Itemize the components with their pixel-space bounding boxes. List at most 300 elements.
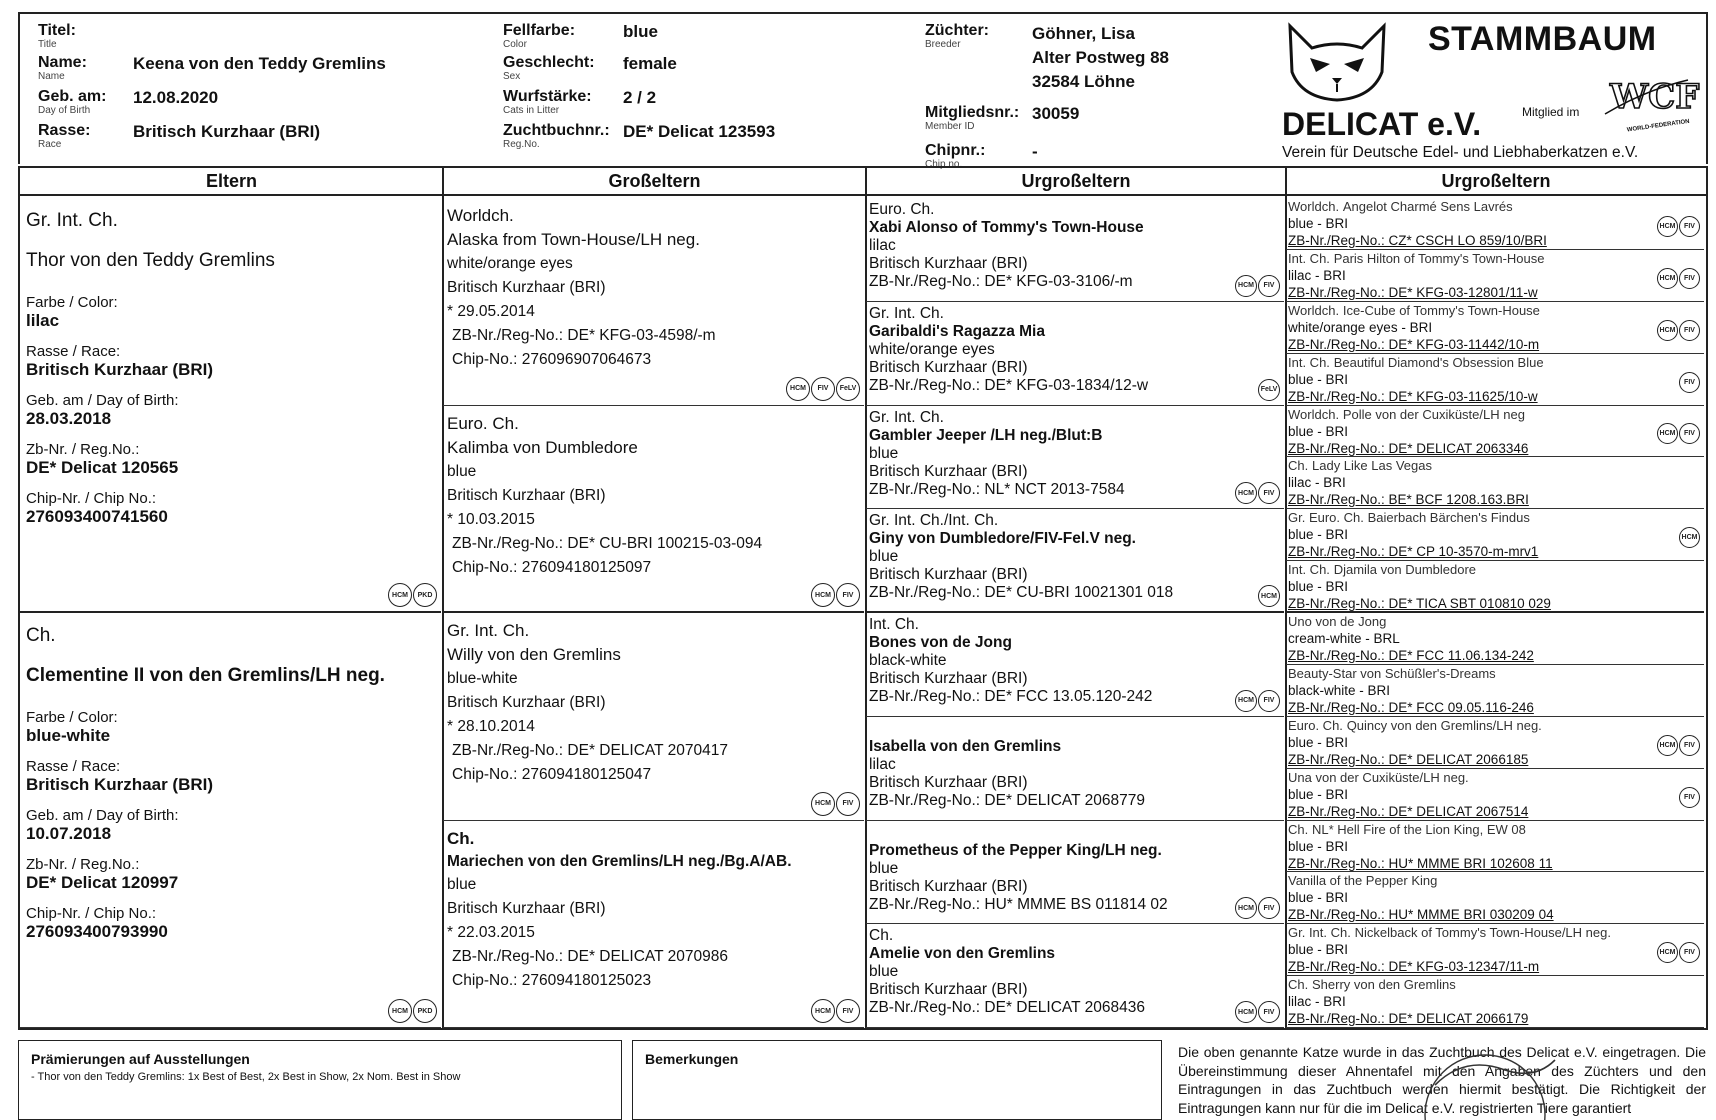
great-greatgrandparent-cell [1286, 976, 1704, 1028]
fiv-test-icon: FIV [1679, 423, 1700, 444]
hcm-test-icon: HCM [811, 583, 835, 607]
grandparent-title: Euro. Ch. [447, 413, 519, 433]
test-stamps [388, 999, 437, 1023]
praemierungen-text: - Thor von den Teddy Gremlins: 1x Best of Best, 2x Best in Show, 2x Nom. Best in Show [31, 1071, 461, 1083]
zuechter-address [1032, 22, 1169, 94]
ggg-title-name-row [1288, 613, 1702, 630]
greatgrandparent-race: Britisch Kurzhaar (BRI) [869, 566, 1028, 584]
column-header-2: Urgroßeltern [866, 168, 1286, 196]
ggg-title: Worldch. [1288, 199, 1340, 214]
pkd-test-icon: PKD [413, 999, 437, 1023]
parent-name: Clementine II von den Gremlins/LH neg. [26, 665, 385, 686]
grandparent-race: Britisch Kurzhaar (BRI) [447, 279, 606, 296]
parent-birth-label: Geb. am / Day of Birth: [26, 392, 179, 409]
greatgrandparent-title: Gr. Int. Ch. [869, 408, 944, 426]
parent-reg-value: DE* Delicat 120565 [26, 458, 179, 477]
chip-value: - [1032, 142, 1038, 161]
ggg-name: Nickelback of Tommy's Town-House/LH neg. [1354, 925, 1611, 941]
parent-title: Gr. Int. Ch. [26, 210, 118, 231]
greatgrandparent-color: blue [869, 444, 899, 462]
name-value: Keena von den Teddy Gremlins [133, 54, 386, 73]
hcm-test-icon: HCM [1235, 897, 1257, 919]
felv-test-icon: FeLV [1258, 379, 1280, 401]
hcm-test-icon: HCM [1657, 423, 1678, 444]
hcm-test-icon: HCM [1235, 690, 1257, 712]
greatgrandparent-reg: ZB-Nr./Reg-No.: DE* DELICAT 2068779 [869, 791, 1145, 809]
ggg-color: blue - BRI [1288, 371, 1349, 387]
zuechter-sub: Breeder [925, 39, 961, 50]
grandparent-color: blue [447, 875, 477, 893]
parent-cell [20, 198, 441, 613]
greatgrandparent-color: lilac [869, 237, 896, 254]
wurf-sub: Cats in Litter [503, 105, 560, 116]
great-greatgrandparent-cell [1286, 665, 1704, 717]
ggg-name: Lady Like Las Vegas [1312, 458, 1432, 474]
greatgrandparent-title: Int. Ch. [869, 616, 919, 633]
grandparent-birth: * 29.05.2014 [447, 303, 535, 320]
grandparent-chip: Chip-No.: 276094180125047 [452, 766, 652, 783]
parent-cell [20, 613, 441, 1028]
greatgrandparent-race: Britisch Kurzhaar (BRI) [869, 358, 1028, 376]
greatgrandparent-title-spacer [869, 720, 1281, 738]
ggg-title: Int. Ch. [1288, 562, 1330, 578]
ggg-title: Int. Ch. [1288, 354, 1330, 370]
grandparent-cell [443, 406, 864, 614]
greatgrandparent-race: Britisch Kurzhaar (BRI) [869, 462, 1028, 480]
ggg-reg: ZB-Nr./Reg-No.: DE* DELICAT 2063346 [1288, 440, 1529, 456]
greatgrandparent-race: Britisch Kurzhaar (BRI) [869, 773, 1028, 791]
ggg-name: Paris Hilton of Tommy's Town-House [1333, 250, 1545, 266]
geschlecht-sub: Sex [503, 71, 521, 82]
ggg-title: Int. Ch. [1288, 250, 1330, 266]
ggg-name: Sherry von den Gremlins [1312, 977, 1456, 993]
ggg-title-name-row [1288, 561, 1702, 578]
greatgrandparent-color: white/orange eyes [869, 340, 995, 358]
greatgrandparent-title-spacer [869, 824, 1281, 842]
ggg-title-name-row [1288, 457, 1702, 474]
ggg-reg: ZB-Nr./Reg-No.: CZ* CSCH LO 859/10/BRI [1288, 233, 1547, 248]
ggg-color: blue - BRI [1288, 838, 1349, 854]
hcm-test-icon: HCM [1657, 268, 1678, 289]
greatgrandparent-cell [866, 924, 1284, 1028]
grandparent-birth: * 10.03.2015 [447, 510, 535, 528]
fiv-test-icon: FIV [1679, 787, 1700, 808]
grandparent-title: Gr. Int. Ch. [447, 621, 530, 640]
ggg-name: Polle von der Cuxiküste/LH neg [1342, 406, 1525, 422]
ggg-name: Ice-Cube of Tommy's Town-House [1342, 302, 1540, 318]
test-stamps [1679, 787, 1700, 808]
greatgrandparent-cell [866, 821, 1284, 925]
grandparent-cell [443, 821, 864, 1029]
ggg-title-name-row [1288, 302, 1702, 319]
fiv-test-icon: FIV [1679, 268, 1700, 289]
ggg-color: cream-white - BRL [1288, 631, 1400, 646]
test-stamps [1235, 1001, 1280, 1023]
grandparent-race: Britisch Kurzhaar (BRI) [447, 694, 606, 711]
test-stamps [1657, 942, 1700, 963]
hcm-test-icon: HCM [388, 583, 412, 607]
praemierungen-title: Prämierungen auf Ausstellungen [31, 1051, 250, 1067]
confirmation-statement: Die oben genannte Katze wurde in das Zuchtbuch des Delicat e.V. eingetragen. Die Übereinstimmung dieser Ahnentafel mit den Angaben des Züchters und den Eintragungen in das Zuchtbuch werden hiermit bestätigt. Die Richtigkeit der Eintragungen kann nur für die im Delicat e.V. registrierten Tiere garantiert [1178, 1044, 1706, 1116]
parent-title: Ch. [26, 625, 56, 646]
greatgrandparent-reg: ZB-Nr./Reg-No.: DE* KFG-03-1834/12-w [869, 376, 1149, 394]
grandparent-chip: Chip-No.: 276096907064673 [452, 351, 652, 368]
grandparent-name: Mariechen von den Gremlins/LH neg./Bg.A/AB. [447, 852, 792, 870]
fiv-test-icon: FIV [1258, 482, 1280, 504]
fellfarbe-label: Fellfarbe: [503, 22, 576, 39]
name-sub: Name [38, 71, 65, 82]
hcm-test-icon: HCM [1235, 275, 1257, 297]
parent-reg-label: Zb-Nr. / Reg.No.: [26, 856, 140, 873]
ggg-color: lilac - BRI [1288, 475, 1346, 491]
zuechter-line1: Göhner, Lisa [1032, 24, 1135, 43]
ggg-title-name-row [1288, 821, 1702, 838]
titel-sub: Title [38, 39, 57, 50]
fiv-test-icon: FIV [1679, 735, 1700, 756]
great-greatgrandparent-cell [1286, 821, 1704, 873]
stammbaum-title: STAMMBAUM [1428, 20, 1657, 58]
column-header-1: Großeltern [443, 168, 866, 196]
parent-chip-label: Chip-Nr. / Chip No.: [26, 490, 157, 507]
greatgrandparent-color: lilac [869, 755, 896, 773]
grandparent-reg: ZB-Nr./Reg-No.: DE* CU-BRI 100215-03-094 [452, 534, 763, 552]
ggg-name: Djamila von Dumbledore [1333, 562, 1477, 578]
parent-birth-value: 28.03.2018 [26, 409, 112, 428]
fiv-test-icon: FIV [1679, 320, 1700, 341]
mitglied-value: 30059 [1032, 104, 1080, 123]
grandparent-color: blue-white [447, 670, 518, 687]
ggg-name: Angelot Charmé Sens Lavrés [1342, 199, 1513, 214]
greatgrandparent-race: Britisch Kurzhaar (BRI) [869, 981, 1028, 999]
fiv-test-icon: FIV [811, 377, 835, 401]
hcm-test-icon: HCM [1235, 1001, 1257, 1023]
ggg-reg: ZB-Nr./Reg-No.: DE* FCC 09.05.116-246 [1288, 699, 1534, 715]
grandparent-race: Britisch Kurzhaar (BRI) [447, 486, 606, 504]
ggg-title: Worldch. [1288, 302, 1340, 318]
fiv-test-icon: FIV [1679, 372, 1700, 393]
hcm-test-icon: HCM [1679, 527, 1700, 548]
greatgrandparent-reg: ZB-Nr./Reg-No.: DE* CU-BRI 10021301 018 [869, 584, 1174, 602]
great-greatgrandparent-cell [1286, 717, 1704, 769]
ggg-title: Ch. [1288, 821, 1309, 837]
hcm-test-icon: HCM [1657, 320, 1678, 341]
parent-reg-label: Zb-Nr. / Reg.No.: [26, 441, 140, 458]
ggg-reg: ZB-Nr./Reg-No.: DE* DELICAT 2067514 [1288, 803, 1529, 819]
grandparent-chip: Chip-No.: 276094180125097 [452, 558, 652, 576]
fellfarbe-value: blue [623, 22, 658, 41]
fiv-test-icon: FIV [1258, 275, 1280, 297]
test-stamps [1235, 897, 1280, 919]
great-greatgrandparent-cell [1286, 198, 1704, 250]
ggg-title: Gr. Int. Ch. [1288, 925, 1351, 941]
test-stamps [1657, 268, 1700, 289]
parent-race-value: Britisch Kurzhaar (BRI) [26, 360, 214, 379]
geschlecht-value: female [623, 54, 677, 73]
fiv-test-icon: FIV [836, 792, 860, 816]
fiv-test-icon: FIV [1679, 216, 1700, 237]
zuchtbuch-value: DE* Delicat 123593 [623, 122, 776, 141]
ggg-title-name-row [1288, 924, 1702, 941]
great-greatgrandparent-cell [1286, 250, 1704, 302]
ggg-color: lilac - BRI [1288, 994, 1346, 1010]
test-stamps [1235, 482, 1280, 504]
ggg-reg: ZB-Nr./Reg-No.: DE* KFG-03-11442/10-m [1288, 336, 1540, 352]
test-stamps [1258, 585, 1280, 607]
ggg-title-name-row [1288, 769, 1702, 786]
grandparent-color: white/orange eyes [447, 255, 573, 272]
great-greatgrandparent-cell [1286, 457, 1704, 509]
grandparent-cell [443, 198, 864, 406]
ggg-title-name-row [1288, 665, 1702, 682]
ggg-color: blue - BRI [1288, 786, 1349, 802]
ggg-name: Beauty-Star von Schüßler's-Dreams [1288, 665, 1496, 681]
ggg-name: Baierbach Bärchen's Findus [1367, 510, 1530, 526]
hcm-test-icon: HCM [1235, 482, 1257, 504]
test-stamps [1679, 527, 1700, 548]
greatgrandparent-color: black-white [869, 652, 947, 669]
ggg-name: Vanilla of the Pepper King [1288, 873, 1438, 889]
ggg-reg: ZB-Nr./Reg-No.: DE* KFG-03-11625/10-w [1288, 388, 1538, 404]
hcm-test-icon: HCM [388, 999, 412, 1023]
fiv-test-icon: FIV [836, 583, 860, 607]
wurf-label: Wurfstärke: [503, 88, 592, 105]
greatgrandparent-name: Giny von Dumbledore/FIV-Fel.V neg. [869, 530, 1136, 548]
greatgrandparent-name: Amelie von den Gremlins [869, 945, 1056, 963]
parent-color-value: lilac [26, 311, 60, 330]
mitglied-label: Mitgliedsnr.: [925, 104, 1020, 121]
greatgrandparent-title: Euro. Ch. [869, 201, 935, 218]
ggg-title-name-row [1288, 509, 1702, 526]
ggg-title-name-row [1288, 354, 1702, 371]
parent-race-label: Rasse / Race: [26, 758, 121, 775]
great-greatgrandparent-cell [1286, 769, 1704, 821]
ggg-name: NL* Hell Fire of the Lion King, EW 08 [1312, 821, 1526, 837]
great-greatgrandparent-cell [1286, 354, 1704, 406]
parent-chip-label: Chip-Nr. / Chip No.: [26, 905, 157, 922]
parent-race-value: Britisch Kurzhaar (BRI) [26, 775, 214, 794]
test-stamps [811, 583, 860, 607]
grandparent-name: Kalimba von Dumbledore [447, 437, 638, 457]
parent-reg-value: DE* Delicat 120997 [26, 873, 179, 892]
ggg-reg: ZB-Nr./Reg-No.: HU* MMME BRI 102608 11 [1288, 855, 1553, 871]
geb-value: 12.08.2020 [133, 88, 219, 107]
ggg-reg: ZB-Nr./Reg-No.: HU* MMME BRI 030209 04 [1288, 907, 1554, 923]
fiv-test-icon: FIV [1679, 942, 1700, 963]
zuchtbuch-label: Zuchtbuchnr.: [503, 122, 610, 139]
grandparent-title: Worldch. [447, 206, 514, 225]
hcm-test-icon: HCM [1657, 735, 1678, 756]
geschlecht-label: Geschlecht: [503, 54, 595, 71]
parent-chip-value: 276093400793990 [26, 922, 168, 941]
grandparent-birth: * 28.10.2014 [447, 718, 535, 735]
test-stamps [1258, 379, 1280, 401]
greatgrandparent-title: Gr. Int. Ch./Int. Ch. [869, 512, 999, 530]
pkd-test-icon: PKD [413, 583, 437, 607]
greatgrandparent-color: blue [869, 859, 899, 877]
zuechter-label: Züchter: [925, 22, 989, 39]
ggg-title-name-row [1288, 976, 1702, 993]
rasse-sub: Race [38, 139, 62, 150]
grandparent-name: Willy von den Gremlins [447, 645, 621, 664]
great-greatgrandparent-cell [1286, 509, 1704, 561]
grandparent-cell [443, 613, 864, 821]
test-stamps [1657, 423, 1700, 444]
zuechter-line3: 32584 Löhne [1032, 72, 1135, 91]
parent-birth-label: Geb. am / Day of Birth: [26, 807, 179, 824]
wcf-logo [1600, 70, 1700, 134]
test-stamps [1657, 216, 1700, 237]
fiv-test-icon: FIV [1258, 897, 1280, 919]
test-stamps [1679, 372, 1700, 393]
ggg-title: Worldch. [1288, 406, 1340, 422]
ggg-title-name-row [1288, 872, 1702, 889]
ggg-reg: ZB-Nr./Reg-No.: DE* FCC 11.06.134-242 [1288, 648, 1534, 663]
ggg-name: Uno von de Jong [1288, 614, 1387, 629]
ggg-color: blue - BRI [1288, 527, 1349, 543]
column-header-3: Urgroßeltern [1286, 168, 1706, 196]
parent-color-value: blue-white [26, 726, 111, 745]
geb-sub: Day of Birth [38, 105, 91, 116]
ggg-color: blue - BRI [1288, 579, 1349, 595]
ggg-color: blue - BRI [1288, 942, 1349, 958]
test-stamps [811, 999, 860, 1023]
greatgrandparent-color: blue [869, 548, 899, 566]
svg-text:WCF: WCF [1610, 77, 1700, 117]
greatgrandparent-reg: ZB-Nr./Reg-No.: DE* KFG-03-3106/-m [869, 273, 1133, 290]
great-greatgrandparent-cell [1286, 613, 1704, 665]
pedigree-grid [18, 166, 1708, 1030]
ggg-title: Ch. [1288, 977, 1309, 993]
greatgrandparent-title: Gr. Int. Ch. [869, 304, 944, 322]
grandparent-race: Britisch Kurzhaar (BRI) [447, 899, 606, 917]
praemierungen-box [18, 1040, 622, 1120]
greatgrandparent-color: blue [869, 963, 899, 981]
ggg-title: Gr. Euro. Ch. [1288, 510, 1364, 526]
zuechter-line2: Alter Postweg 88 [1032, 48, 1169, 67]
ggg-name: Beautiful Diamond's Obsession Blue [1333, 354, 1544, 370]
greatgrandparent-cell [866, 406, 1284, 510]
greatgrandparent-race: Britisch Kurzhaar (BRI) [869, 255, 1028, 272]
greatgrandparent-cell [866, 302, 1284, 406]
test-stamps [1657, 735, 1700, 756]
fellfarbe-sub: Color [503, 39, 527, 50]
fiv-test-icon: FIV [836, 999, 860, 1023]
grandparent-title: Ch. [447, 828, 475, 848]
ggg-color: blue - BRI [1288, 734, 1349, 750]
greatgrandparent-cell [866, 198, 1284, 302]
mitglied-im-label: Mitglied im [1522, 105, 1580, 119]
parent-name: Thor von den Teddy Gremlins [26, 250, 275, 271]
cat-logo-icon [1282, 22, 1392, 104]
great-greatgrandparent-cell [1286, 924, 1704, 976]
test-stamps [786, 377, 860, 401]
greatgrandparent-cell [866, 613, 1284, 717]
parent-color-label: Farbe / Color: [26, 709, 118, 726]
parent-color-label: Farbe / Color: [26, 294, 118, 311]
test-stamps [811, 792, 860, 816]
parent-race-label: Rasse / Race: [26, 343, 121, 360]
test-stamps [1235, 690, 1280, 712]
great-greatgrandparent-cell [1286, 406, 1704, 458]
greatgrandparent-cell [866, 717, 1284, 821]
greatgrandparent-name: Gambler Jeeper /LH neg./Blut:B [869, 426, 1103, 444]
ggg-reg: ZB-Nr./Reg-No.: DE* DELICAT 2066179 [1288, 1011, 1529, 1027]
ggg-title-name-row [1288, 198, 1702, 215]
ggg-reg: ZB-Nr./Reg-No.: DE* DELICAT 2066185 [1288, 751, 1529, 767]
hcm-test-icon: HCM [1258, 585, 1280, 607]
hcm-test-icon: HCM [1657, 216, 1678, 237]
greatgrandparent-name: Prometheus of the Pepper King/LH neg. [869, 841, 1162, 859]
greatgrandparent-reg: ZB-Nr./Reg-No.: DE* FCC 13.05.120-242 [869, 688, 1153, 705]
ggg-color: blue - BRI [1288, 890, 1349, 906]
felv-test-icon: FeLV [836, 377, 860, 401]
hcm-test-icon: HCM [786, 377, 810, 401]
bemerkungen-box [632, 1040, 1162, 1120]
ggg-name: Quincy von den Gremlins/LH neg. [1346, 717, 1542, 733]
column-header-0: Eltern [20, 168, 443, 196]
bemerkungen-title: Bemerkungen [645, 1051, 739, 1067]
greatgrandparent-cell [866, 509, 1284, 613]
ggg-color: white/orange eyes - BRI [1288, 319, 1433, 335]
great-greatgrandparent-cell [1286, 561, 1704, 613]
delicat-logo-block [1282, 18, 1702, 164]
ggg-name: Una von der Cuxiküste/LH neg. [1288, 769, 1469, 785]
delicat-org-name: DELICAT e.V. [1282, 106, 1482, 142]
grandparent-birth: * 22.03.2015 [447, 923, 535, 941]
greatgrandparent-race: Britisch Kurzhaar (BRI) [869, 670, 1028, 687]
ggg-title-name-row [1288, 717, 1702, 734]
test-stamps [388, 583, 437, 607]
greatgrandparent-name: Garibaldi's Ragazza Mia [869, 322, 1045, 340]
grandparent-reg: ZB-Nr./Reg-No.: DE* KFG-03-4598/-m [452, 327, 716, 344]
ggg-title-name-row [1288, 406, 1702, 423]
ggg-reg: ZB-Nr./Reg-No.: DE* KFG-03-12801/11-w [1288, 284, 1538, 300]
rasse-value: Britisch Kurzhaar (BRI) [133, 122, 321, 141]
fiv-test-icon: FIV [1258, 1001, 1280, 1023]
parent-chip-value: 276093400741560 [26, 507, 168, 526]
ggg-title: Ch. [1288, 458, 1309, 474]
ggg-color: blue - BRI [1288, 423, 1349, 439]
test-stamps [1657, 320, 1700, 341]
ggg-reg: ZB-Nr./Reg-No.: DE* KFG-03-12347/11-m [1288, 959, 1540, 975]
ggg-reg: ZB-Nr./Reg-No.: DE* CP 10-3570-m-mrv1 [1288, 544, 1539, 560]
grandparent-reg: ZB-Nr./Reg-No.: DE* DELICAT 2070417 [452, 742, 728, 759]
greatgrandparent-reg: ZB-Nr./Reg-No.: NL* NCT 2013-7584 [869, 480, 1125, 498]
verein-text: Verein für Deutsche Edel- und Liebhaberkatzen e.V. [1282, 144, 1639, 161]
greatgrandparent-race: Britisch Kurzhaar (BRI) [869, 877, 1028, 895]
test-stamps [1235, 275, 1280, 297]
greatgrandparent-name: Bones von de Jong [869, 634, 1012, 651]
ggg-reg: ZB-Nr./Reg-No.: BE* BCF 1208.163.BRI [1288, 492, 1529, 508]
grandparent-color: blue [447, 462, 477, 480]
chip-label: Chipnr.: [925, 142, 986, 159]
chip-sub: Chip no. [925, 159, 963, 170]
wcf-globe-icon [1600, 70, 1700, 120]
titel-label: Titel: [38, 22, 76, 39]
fiv-test-icon: FIV [1258, 690, 1280, 712]
ggg-reg: ZB-Nr./Reg-No.: DE* TICA SBT 010810 029 [1288, 596, 1551, 612]
ggg-color: blue - BRI [1288, 216, 1349, 231]
mitglied-sub: Member ID [925, 121, 975, 132]
grandparent-chip: Chip-No.: 276094180125023 [452, 971, 652, 989]
ggg-title-name-row [1288, 250, 1702, 267]
wcf-text: WORLD-FEDERATION [1626, 118, 1690, 134]
rasse-label: Rasse: [38, 122, 91, 139]
official-stamp-icon [1395, 1045, 1575, 1120]
hcm-test-icon: HCM [1657, 942, 1678, 963]
greatgrandparent-reg: ZB-Nr./Reg-No.: HU* MMME BS 011814 02 [869, 895, 1168, 913]
pedigree-header [18, 12, 1708, 170]
